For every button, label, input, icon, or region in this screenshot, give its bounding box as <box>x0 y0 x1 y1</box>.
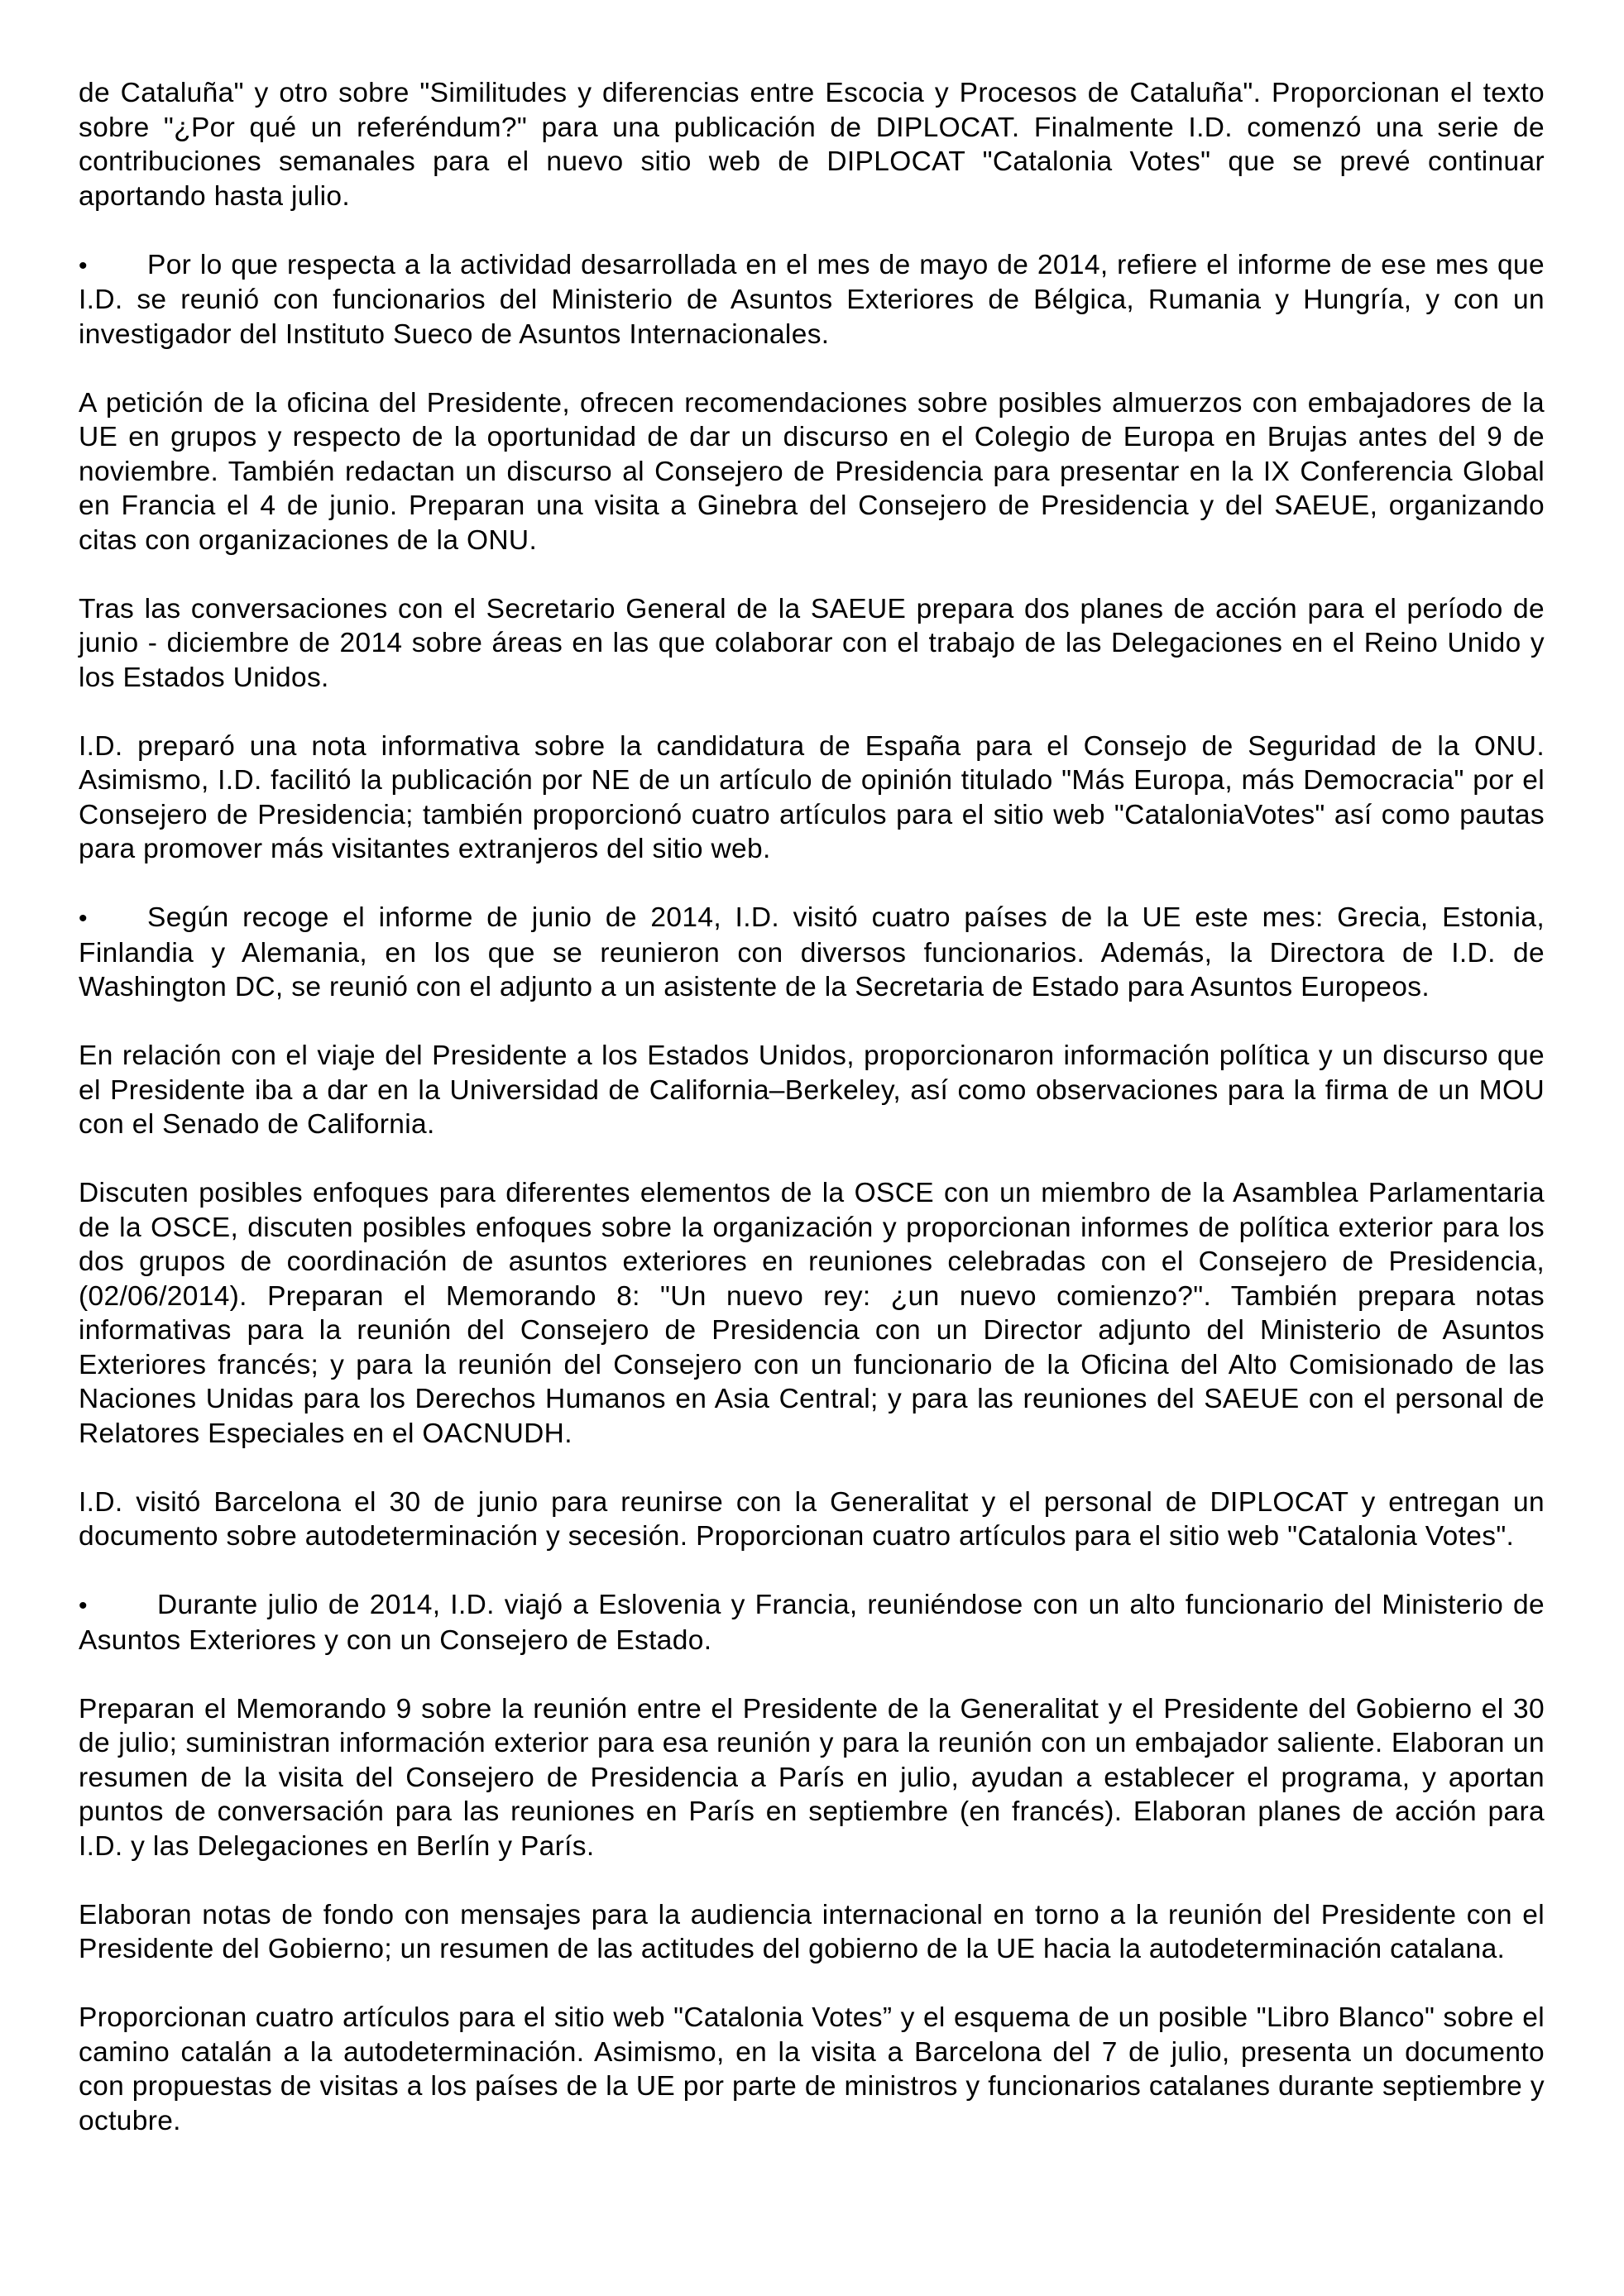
bullet-paragraph-text: Por lo que respecta a la actividad desarrollada en el mes de mayo de 2014, refiere el informe de ese mes que I.D. se reunió con funcionarios del Ministerio de Asuntos Exteriores de Bélgica, Rumania y Hungría, y con un investigador del Instituto Sueco de Asuntos Internacionales. <box>79 249 1545 350</box>
paragraph-barcelona-visit: I.D. visitó Barcelona el 30 de junio para reunirse con la Generalitat y el personal de DIPLOCAT y entregan un documento sobre autodeterminación y secesión. Proporcionan cuatro artículos para el sitio web "Catalonia Votes". <box>79 1486 1545 1552</box>
bullet-paragraph-june-2014 <box>79 901 1545 1005</box>
paragraph-security-council-note: I.D. preparó una nota informativa sobre la candidatura de España para el Consejo de Seguridad de la ONU. Asimismo, I.D. facilitó la publicación por NE de un artículo de opinión titulado "Más Europa, más Democracia" por el Consejero de Presidencia; también proporcionó cuatro artículos para el sitio web "CataloniaVotes" así como pautas para promover más visitantes extranjeros del sitio web. <box>79 730 1545 864</box>
paragraph-background-notes: Elaboran notas de fondo con mensajes para la audiencia internacional en torno a la reunión del Presidente con el Presidente del Gobierno; un resumen de las actitudes del gobierno de la UE hacia la autodeterminación catalana. <box>79 1899 1545 1964</box>
bullet-paragraph-text: Según recoge el informe de junio de 2014, I.D. visitó cuatro países de la UE este mes: Grecia, Estonia, Finlandia y Alemania, en los que se reunieron con diversos funcionarios. Además, la Directora de I.D. de Washington DC, se reunió con el adjunto a un asistente de la Secretaria de Estado para Asuntos Europeos. <box>79 902 1545 1002</box>
paragraph-osce-discussions: Discuten posibles enfoques para diferentes elementos de la OSCE con un miembro de la Asamblea Parlamentaria de la OSCE, discuten posibles enfoques sobre la organización y proporcionan informes de política exterior para los dos grupos de coordinación de asuntos exteriores en reuniones celebradas con el Consejero de Presidencia, (02/06/2014). Preparan el Memorando 8: "Un nuevo rey: ¿un nuevo comienzo?". También prepara notas informativas para la reunión del Consejero de Presidencia con un Director adjunto del Ministerio de Asuntos Exteriores francés; y para la reunión del Consejero con un funcionario de la Oficina del Alto Comisionado de las Naciones Unidas para los Derechos Humanos en Asia Central; y para las reuniones del SAEUE con el personal de Relatores Especiales en el OACNUDH. <box>79 1178 1545 1449</box>
bullet-icon: • <box>79 905 88 932</box>
paragraph-diplocat-contributions: de Cataluña" y otro sobre "Similitudes y diferencias entre Escocia y Procesos de Cataluña". Proporcionan el texto sobre "¿Por qué un referéndum?" para una publicación de DIPLOCAT. Finalmente I.D. comenzó una serie de contribuciones semanales para el nuevo sitio web de DIPLOCAT "Catalonia Votes" que se prevé continuar aportando hasta julio. <box>79 78 1545 212</box>
bullet-icon: • <box>79 251 88 280</box>
document-page <box>79 76 1545 2138</box>
bullet-paragraph-text: Durante julio de 2014, I.D. viajó a Eslovenia y Francia, reuniéndose con un alto funcionario del Ministerio de Asuntos Exteriores y con un Consejero de Estado. <box>79 1590 1545 1656</box>
bullet-paragraph-may-2014 <box>79 248 1545 352</box>
paragraph-memorandum-9: Preparan el Memorando 9 sobre la reunión entre el Presidente de la Generalitat y el Presidente del Gobierno el 30 de julio; suministran información exterior para esa reunión y para la reunión con un embajador saliente. Elaboran un resumen de la visita del Consejero de Presidencia a París en julio, ayudan a establecer el programa, y aportan puntos de conversación para las reuniones en París en septiembre (en francés). Elaboran planes de acción para I.D. y las Delegaciones en Berlín y París. <box>79 1693 1545 1862</box>
paragraph-saeue-action-plans: Tras las conversaciones con el Secretario General de la SAEUE prepara dos planes de acción para el período de junio - diciembre de 2014 sobre áreas en las que colaborar con el trabajo de las Delegaciones en el Reino Unido y los Estados Unidos. <box>79 593 1545 693</box>
bullet-icon: • <box>79 1592 88 1619</box>
paragraph-president-office-request: A petición de la oficina del Presidente, ofrecen recomendaciones sobre posibles almuerzos con embajadores de la UE en grupos y respecto de la oportunidad de dar un discurso en el Colegio de Europa en Brujas antes del 9 de noviembre. También redactan un discurso al Consejero de Presidencia para presentar en la IX Conferencia Global en Francia el 4 de junio. Preparan una visita a Ginebra del Consejero de Presidencia y del SAEUE, organizando citas con organizaciones de la ONU. <box>79 387 1545 556</box>
paragraph-catalonia-votes-articles: Proporcionan cuatro artículos para el sitio web "Catalonia Votes” y el esquema de un posible "Libro Blanco" sobre el camino catalán a la autodeterminación. Asimismo, en la visita a Barcelona del 7 de julio, presenta un documento con propuestas de visitas a los países de la UE por parte de ministros y funcionarios catalanes durante septiembre y octubre. <box>79 2002 1545 2136</box>
bullet-paragraph-july-2014 <box>79 1588 1545 1657</box>
paragraph-us-trip: En relación con el viaje del Presidente a los Estados Unidos, proporcionaron información política y un discurso que el Presidente iba a dar en la Universidad de California–Berkeley, así como observaciones para la firma de un MOU con el Senado de California. <box>79 1040 1545 1140</box>
